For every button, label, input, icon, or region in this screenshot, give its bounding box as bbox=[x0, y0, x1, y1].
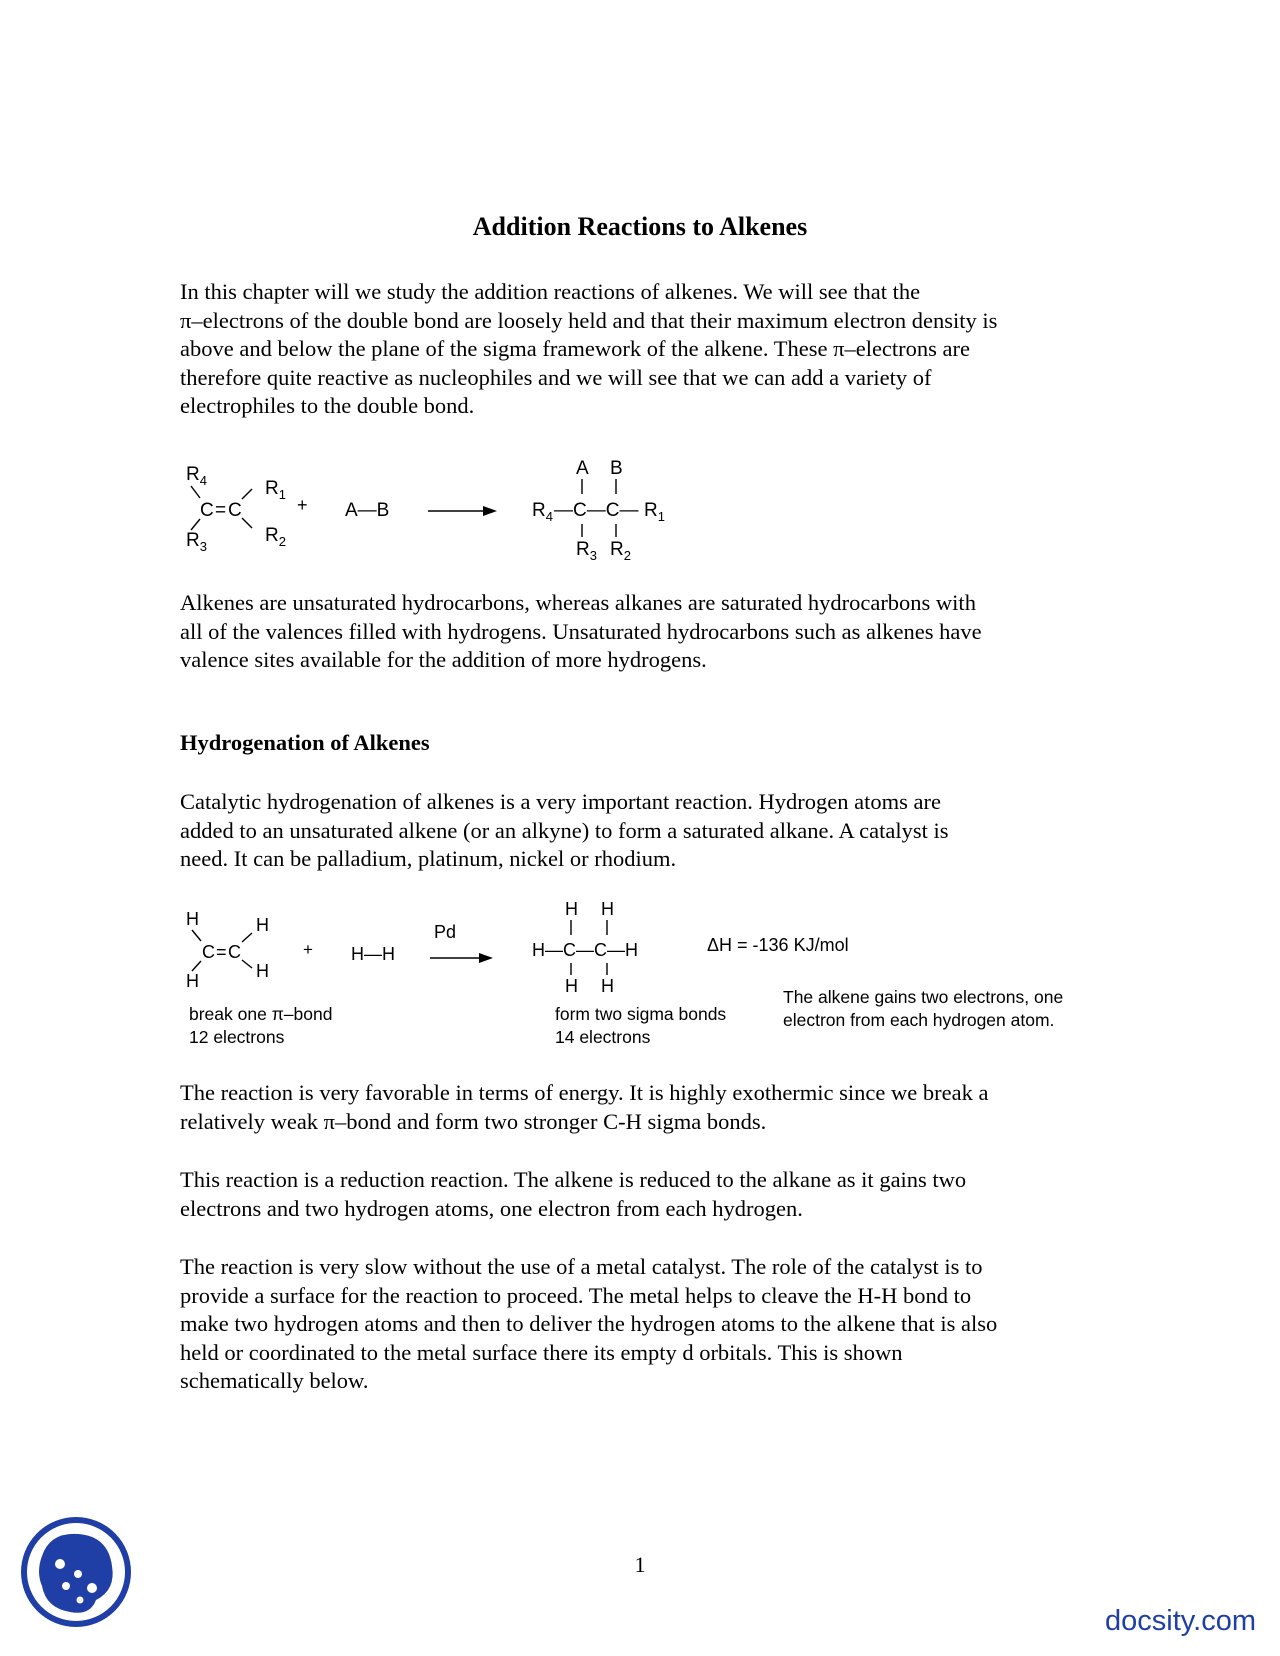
bond-line bbox=[192, 930, 201, 941]
text-line: valence sites available for the addition of more hydrogens. bbox=[180, 647, 707, 672]
product-backbone: —C—C— bbox=[554, 500, 639, 521]
bond-line bbox=[242, 960, 252, 968]
hydrogen-atom: H bbox=[186, 971, 199, 991]
enthalpy-label: ΔH = -136 KJ/mol bbox=[707, 935, 849, 955]
reagent-ab: A—B bbox=[345, 500, 390, 521]
energy-paragraph bbox=[180, 1079, 1120, 1136]
page-number: 1 bbox=[634, 1552, 646, 1577]
hydrogenation-scheme bbox=[170, 895, 890, 1000]
carbon-right: C bbox=[228, 500, 242, 521]
reagent-hh: H—H bbox=[351, 944, 395, 964]
hydrogenation-paragraph bbox=[180, 788, 1120, 874]
bond-line bbox=[191, 519, 200, 530]
caption-line: electron from each hydrogen atom. bbox=[783, 1010, 1055, 1030]
break-bond-caption bbox=[189, 1003, 332, 1049]
hydrogen-atom: H bbox=[186, 909, 199, 929]
text-line: Alkenes are unsaturated hydrocarbons, whereas alkanes are saturated hydrocarbons with bbox=[180, 590, 976, 615]
text-line: The reaction is very favorable in terms of energy. It is highly exothermic since we break a bbox=[180, 1080, 989, 1105]
text-line: Catalytic hydrogenation of alkenes is a very important reaction. Hydrogen atoms are bbox=[180, 789, 942, 814]
text-line: above and below the plane of the sigma framework of the alkene. These π–electrons are bbox=[180, 336, 971, 361]
text-line: π–electrons of the double bond are loosely held and that their maximum electron density is bbox=[180, 307, 998, 333]
double-bond: = bbox=[216, 942, 227, 962]
r1-label: $R_1$ bbox=[265, 478, 286, 502]
hydrogen-atom: H bbox=[601, 976, 614, 995]
r1-label: $R_1$ bbox=[644, 500, 665, 524]
addition-reaction-scheme bbox=[170, 452, 730, 572]
r3-label: $R_3$ bbox=[186, 530, 207, 554]
hydrogen-atom: H bbox=[256, 915, 269, 935]
text-line: The reaction is very slow without the use of a metal catalyst. The role of the catalyst is to bbox=[180, 1254, 983, 1279]
plus-sign: + bbox=[303, 940, 313, 959]
text-line: all of the valences filled with hydrogens. Unsaturated hydrocarbons such as alkenes have bbox=[180, 618, 982, 644]
brand-link[interactable]: docsity.com bbox=[1105, 1605, 1256, 1637]
atom-b: B bbox=[610, 458, 623, 479]
bond-line bbox=[192, 961, 201, 971]
reduction-paragraph bbox=[180, 1166, 1120, 1223]
text-line: provide a surface for the reaction to proceed. The metal helps to cleave the H-H bond to bbox=[180, 1282, 972, 1308]
caption-line: 14 electrons bbox=[555, 1027, 651, 1047]
section-heading: Hydrogenation of Alkenes bbox=[180, 730, 430, 755]
plus-sign: + bbox=[297, 495, 308, 515]
text-line: electrons and two hydrogen atoms, one electron from each hydrogen. bbox=[180, 1195, 803, 1221]
carbon-left: C bbox=[200, 500, 214, 521]
hydrogen-atom: H bbox=[565, 899, 578, 919]
double-bond: = bbox=[215, 500, 227, 521]
text-line: held or coordinated to the metal surface there its empty d orbitals. This is shown bbox=[180, 1339, 903, 1365]
catalyst-paragraph bbox=[180, 1253, 1120, 1396]
hydrogen-atom: H bbox=[601, 899, 614, 919]
atom-a: A bbox=[576, 458, 589, 479]
r4-label: $R_4$ bbox=[532, 500, 553, 524]
carbon-left: C bbox=[202, 942, 215, 962]
text-line: electrophiles to the double bond. bbox=[180, 393, 475, 418]
caption-line: 12 electrons bbox=[189, 1027, 285, 1047]
carbon-right: C bbox=[228, 942, 241, 962]
text-line: This reaction is a reduction reaction. The alkene is reduced to the alkane as it gains two bbox=[180, 1167, 967, 1192]
text-line: relatively weak π–bond and form two stronger C-H sigma bonds. bbox=[180, 1108, 767, 1134]
caption-line: The alkene gains two electrons, one bbox=[783, 987, 1064, 1007]
text-line: added to an unsaturated alkene (or an alkyne) to form a saturated alkane. A catalyst is bbox=[180, 817, 949, 843]
intro-paragraph bbox=[180, 278, 1120, 421]
text-line: schematically below. bbox=[180, 1368, 369, 1393]
r4-label: $R_4$ bbox=[186, 464, 207, 488]
arrow-head bbox=[479, 953, 493, 963]
bond-line bbox=[242, 518, 252, 528]
page-title: Addition Reactions to Alkenes bbox=[472, 212, 808, 241]
text-line: need. It can be palladium, platinum, nickel or rhodium. bbox=[180, 846, 677, 871]
hydrogen-atom: H bbox=[565, 976, 578, 995]
caption-line: break one π–bond bbox=[189, 1004, 333, 1024]
docsity-logo-icon[interactable] bbox=[20, 1516, 132, 1628]
alkene-paragraph bbox=[180, 589, 1120, 675]
r2-label: $R_2$ bbox=[610, 539, 631, 563]
text-line: therefore quite reactive as nucleophiles and we will see that we can add a variety of bbox=[180, 364, 932, 390]
caption-line: form two sigma bonds bbox=[555, 1004, 727, 1024]
form-bonds-caption bbox=[555, 1003, 726, 1049]
text-line: make two hydrogen atoms and then to deliver the hydrogen atoms to the alkene that is also bbox=[180, 1311, 998, 1336]
hydrogen-atom: H bbox=[256, 961, 269, 981]
arrow-head bbox=[483, 506, 497, 516]
electron-gain-caption bbox=[783, 986, 1063, 1032]
ethane-row: H—C—C—H bbox=[532, 940, 638, 960]
bond-line bbox=[242, 933, 252, 942]
r2-label: $R_2$ bbox=[265, 525, 286, 549]
r3-label: $R_3$ bbox=[576, 539, 597, 563]
bond-line bbox=[191, 486, 200, 498]
bond-line bbox=[242, 489, 252, 499]
catalyst-label: Pd bbox=[434, 922, 457, 942]
text-line: In this chapter will we study the addition reactions of alkenes. We will see that the bbox=[180, 279, 921, 304]
